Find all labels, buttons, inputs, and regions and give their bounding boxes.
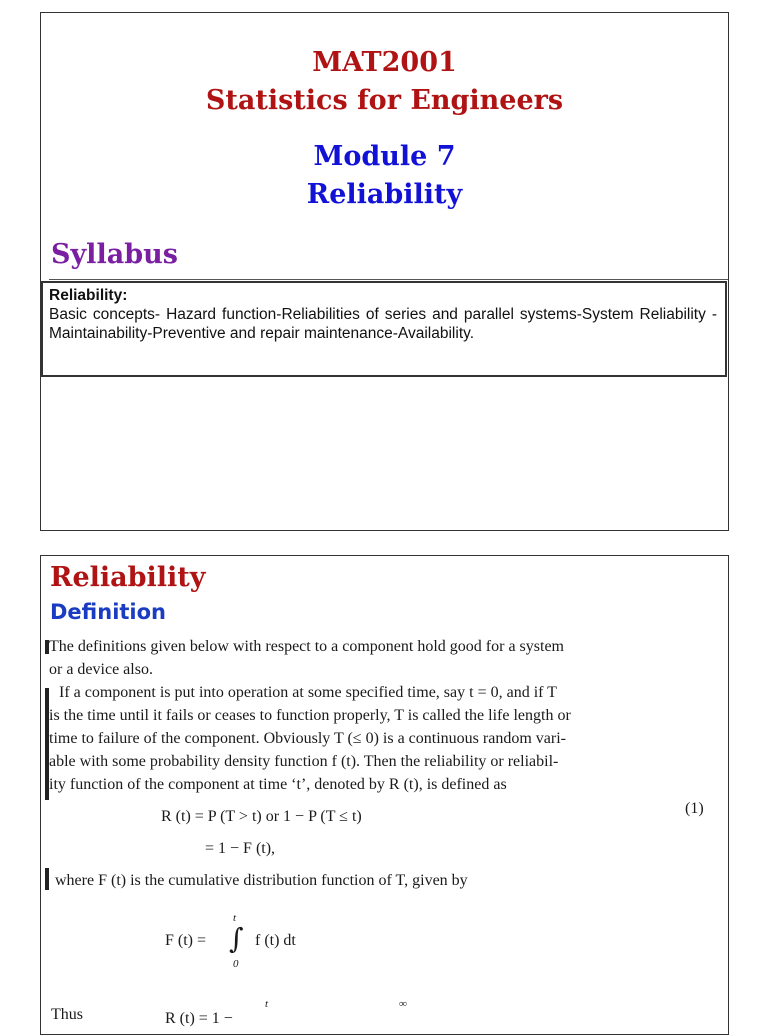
thus-upper-limit-infinity: ∞ xyxy=(399,998,407,1010)
equation-number: (1) xyxy=(685,800,704,817)
scan-line: ity function of the component at time ‘t’, denoted by R (t), is defined as xyxy=(49,776,507,793)
module-name: Reliability xyxy=(306,179,463,210)
integral-sign: ∫ xyxy=(229,922,244,955)
reliability-equation-cont: = 1 − F (t), xyxy=(205,840,276,857)
module-number: Module 7 xyxy=(313,141,456,172)
syllabus-label: Reliability: xyxy=(49,287,128,304)
reliability-equation: R (t) = P (T > t) or 1 − P (T ≤ t) xyxy=(161,808,362,825)
integral-lower-limit: 0 xyxy=(233,958,239,970)
scan-line: able with some probability density function f (t). Then the reliability or reliabil- xyxy=(49,753,559,770)
thus-equation: R (t) = 1 − xyxy=(165,1010,233,1027)
scan-line: The definitions given below with respect to a component hold good for a system xyxy=(49,638,564,655)
thus-label: Thus xyxy=(51,1006,83,1023)
scan-line: or a device also. xyxy=(49,661,153,678)
title-slide xyxy=(40,12,729,531)
course-code: MAT2001 xyxy=(312,47,457,78)
syllabus-divider xyxy=(49,279,728,280)
syllabus-box xyxy=(41,281,727,377)
slide-title: Reliability xyxy=(50,562,206,593)
course-name: Statistics for Engineers xyxy=(205,85,564,116)
definition-slide xyxy=(40,555,729,1035)
integral-upper-limit: t xyxy=(233,912,237,924)
scan-line: is the time until it fails or ceases to function properly, T is called the life length or xyxy=(49,707,571,724)
scanned-text-image xyxy=(43,632,726,1032)
scan-line: time to failure of the component. Obviously T (≤ 0) is a continuous random vari- xyxy=(49,730,566,747)
slide-subtitle: Definition xyxy=(50,600,167,624)
scan-margin-mark xyxy=(45,868,49,890)
thus-upper-limit: t xyxy=(265,998,269,1010)
where-line: where F (t) is the cumulative distribution function of T, given by xyxy=(55,872,468,889)
cdf-lhs: F (t) = xyxy=(165,932,207,949)
scan-line: If a component is put into operation at some specified time, say t = 0, and if T xyxy=(59,684,557,701)
syllabus-text: Basic concepts- Hazard function-Reliabilities of series and parallel systems-System Reliability - Maintainability-Preventive and repair maintenance-Availability. xyxy=(49,306,717,342)
syllabus-heading: Syllabus xyxy=(51,239,178,270)
cdf-integrand: f (t) dt xyxy=(255,932,296,949)
